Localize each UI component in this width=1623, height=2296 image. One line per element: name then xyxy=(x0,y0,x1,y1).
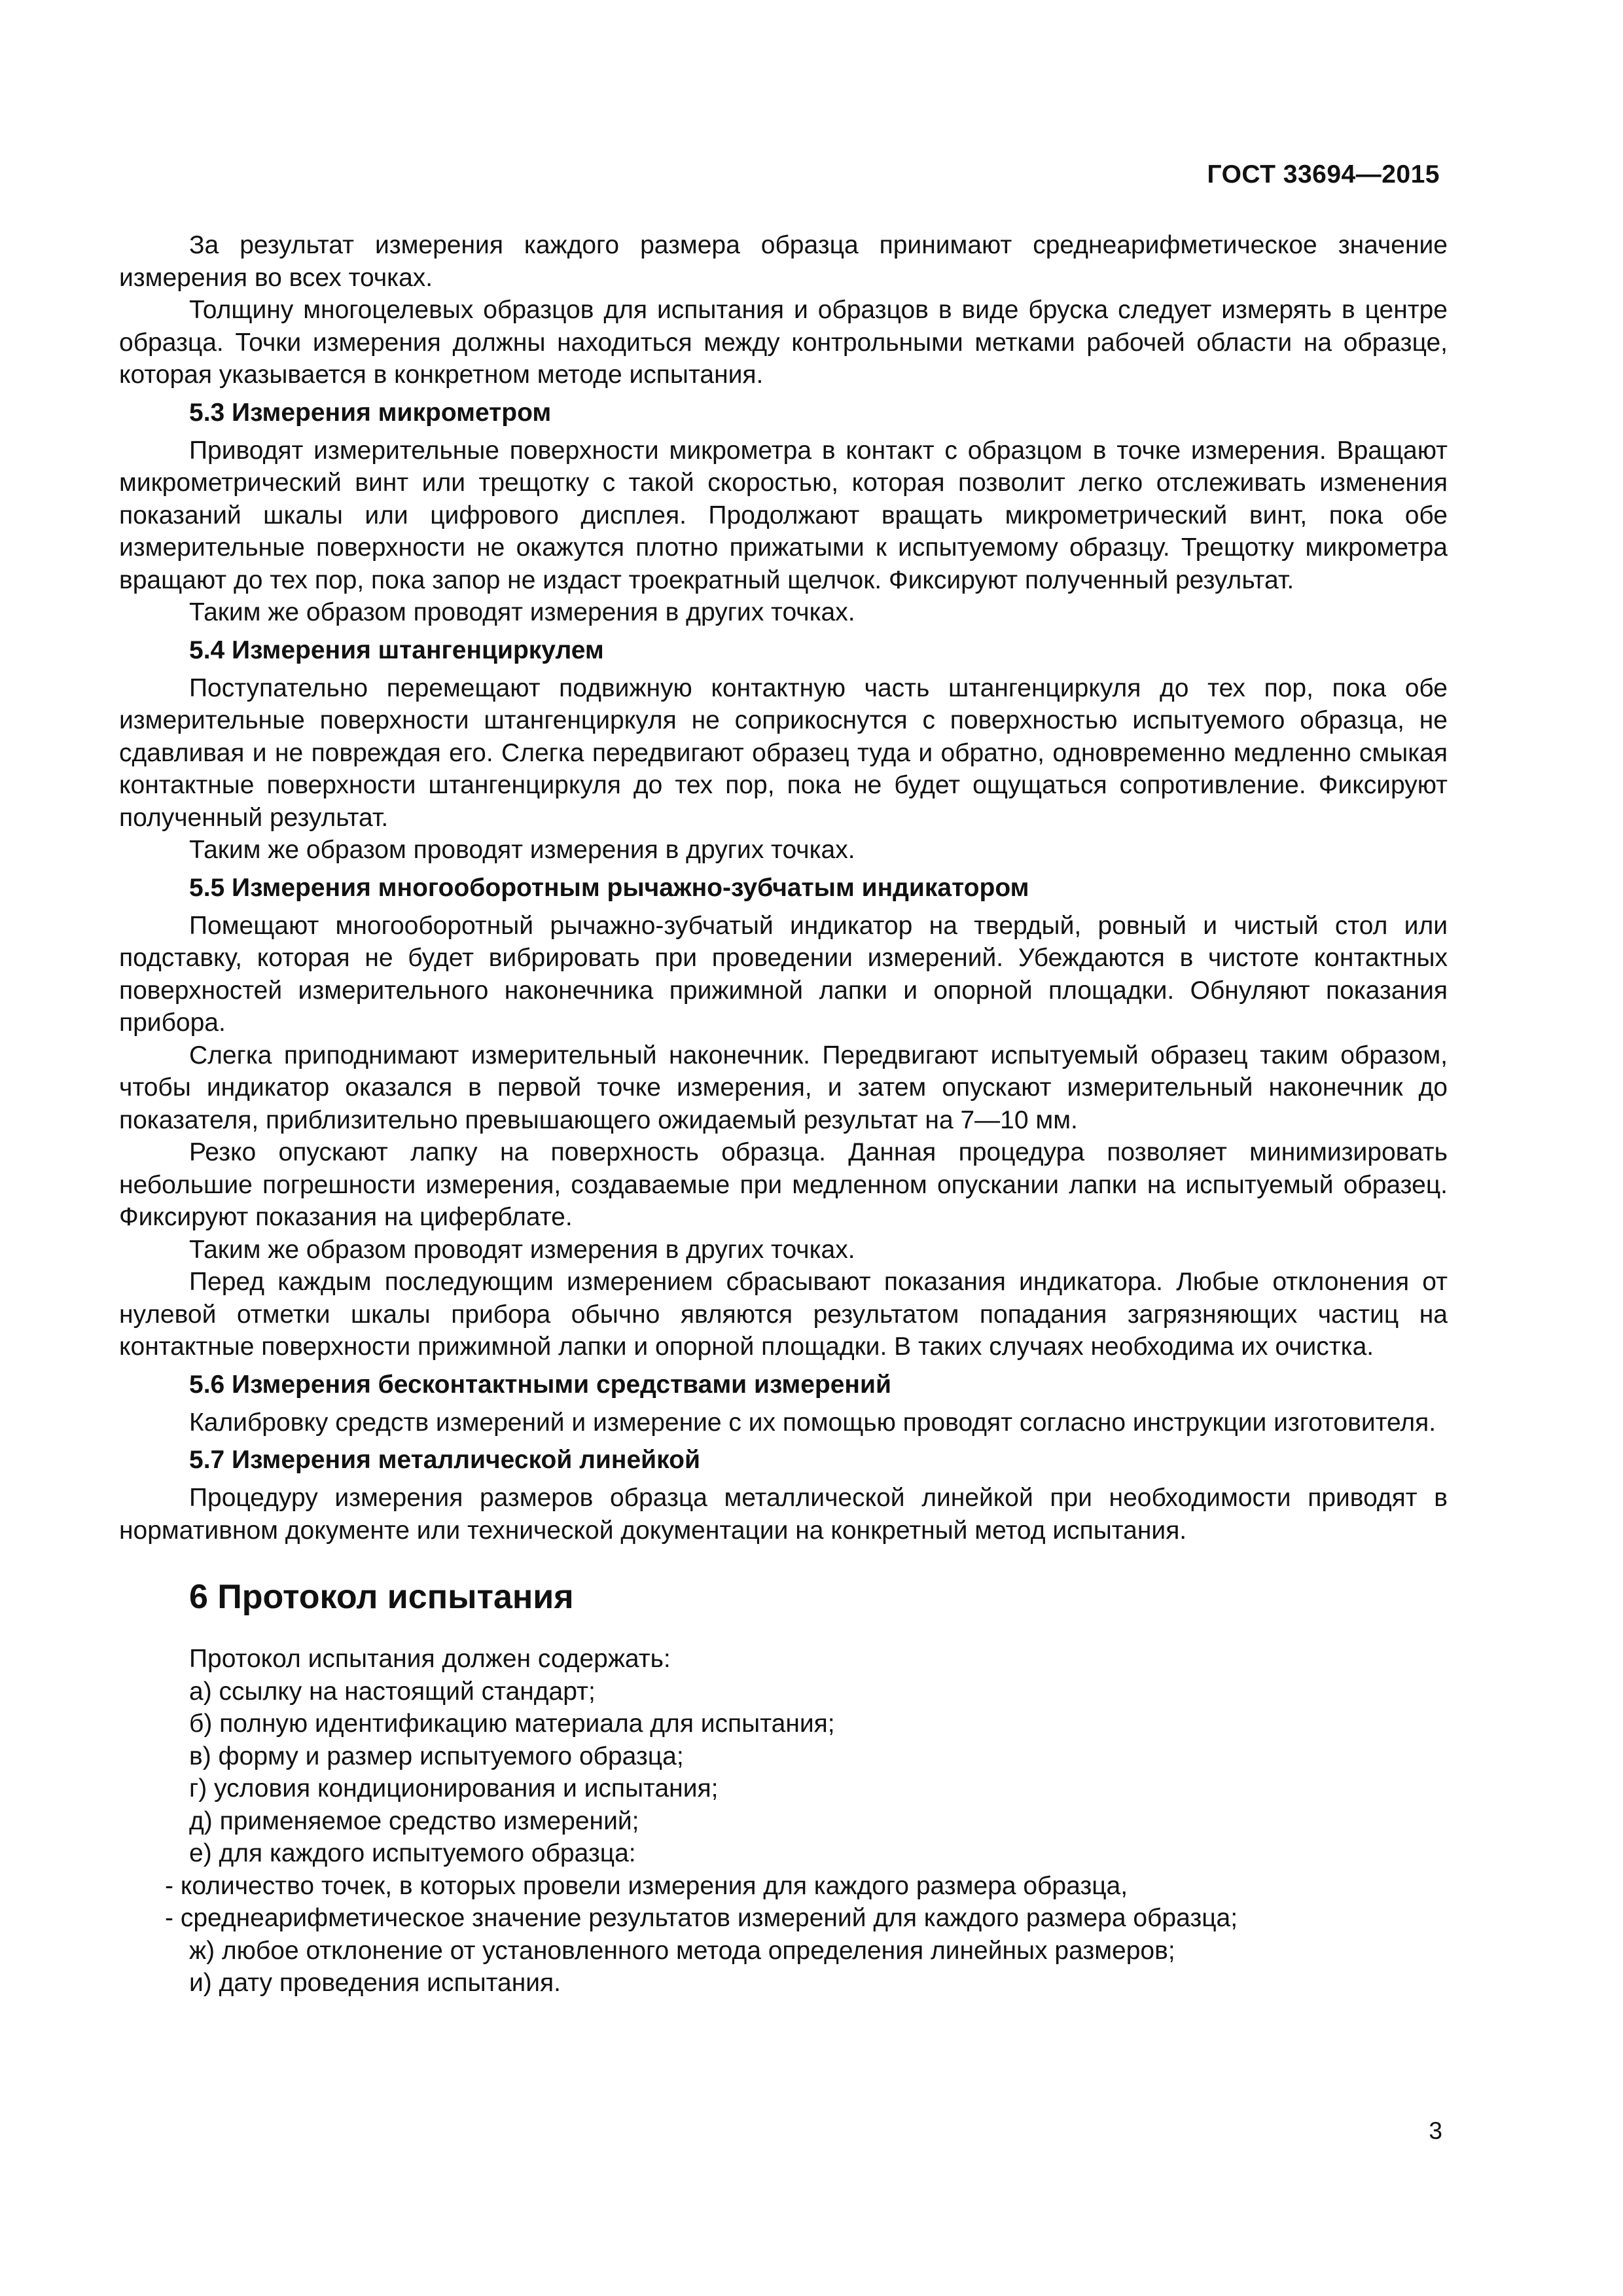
paragraph: Помещают многооборотный рычажно-зубчатый индикатор на твердый, ровный и чистый стол или подставку, которая не будет вибрировать при проведении измерений. Убеждаются в чистоте контактных поверхностей измерительного наконечника прижимной лапки и опорной площадки. Обнуляют показания прибора. xyxy=(119,911,1448,1037)
list-item: в) форму и размер испытуемого образца; xyxy=(189,1742,684,1770)
list-item: г) условия кондиционирования и испытания; xyxy=(189,1774,719,1803)
list-subitem: - количество точек, в которых провели измерения для каждого размера образца, xyxy=(165,1871,1128,1900)
protocol-list xyxy=(119,1676,1448,1870)
section-heading-5-3: 5.3 Измерения микрометром xyxy=(189,398,552,427)
list-subitem: - среднеарифметическое значение результатов измерений для каждого размера образца; xyxy=(165,1904,1238,1932)
list-intro: Протокол испытания должен содержать: xyxy=(189,1645,671,1673)
document-body xyxy=(119,229,1448,2000)
paragraph: Толщину многоцелевых образцов для испытания и образцов в виде бруска следует измерять в центре образца. Точки измерения должны находиться между контрольными метками рабочей области на образце, которая указывается в конкретном методе испытания. xyxy=(119,296,1448,389)
section-heading-5-5: 5.5 Измерения многооборотным рычажно-зубчатым индикатором xyxy=(189,873,1029,902)
list-item: и) дату проведения испытания. xyxy=(189,1969,561,1997)
paragraph: Калибровку средств измерений и измерение с их помощью проводят согласно инструкции изготовителя. xyxy=(189,1408,1436,1437)
paragraph: Таким же образом проводят измерения в других точках. xyxy=(189,836,855,864)
section-heading-5-6: 5.6 Измерения бесконтактными средствами измерений xyxy=(189,1370,891,1399)
page-number: 3 xyxy=(1429,2117,1442,2144)
list-item: б) полную идентификацию материала для испытания; xyxy=(189,1710,835,1738)
section-heading-5-4: 5.4 Измерения штангенциркулем xyxy=(189,636,604,664)
list-item: ж) любое отклонение от установленного метода определения линейных размеров; xyxy=(189,1936,1175,1965)
list-item: а) ссылку на настоящий стандарт; xyxy=(189,1677,596,1706)
paragraph: Таким же образом проводят измерения в других точках. xyxy=(189,598,855,626)
paragraph: Перед каждым последующим измерением сбрасывают показания индикатора. Любые отклонения от нулевой отметки шкалы прибора обычно являются результатом попадания загрязняющих частиц на контактные поверхности прижимной лапки и опорной площадки. В таких случаях необходима их очистка. xyxy=(119,1268,1448,1361)
list-item: е) для каждого испытуемого образца: xyxy=(189,1839,636,1867)
paragraph: Приводят измерительные поверхности микрометра в контакт с образцом в точке измерения. Вращают микрометрический винт или трещотку с такой скоростью, которая позволит легко отслеживать изменения показаний шкалы или цифрового дисплея. Продолжают вращать микрометрический винт, пока обе измерительные поверхности не окажутся плотно прижатыми к испытуемому образцу. Трещотку микрометра вращают до тех пор, пока запор не издаст троекратный щелчок. Фиксируют полученный результат. xyxy=(119,436,1448,594)
section-heading-6: 6 Протокол испытания xyxy=(189,1578,574,1616)
protocol-list-continued xyxy=(119,1935,1448,2000)
paragraph: Поступательно перемещают подвижную контактную часть штангенциркуля до тех пор, пока обе измерительные поверхности штангенциркуля не соприкоснутся с поверхностью испытуемого образца, не сдавливая и не повреждая его. Слегка передвигают образец туда и обратно, одновременно медленно смыкая контактные поверхности штангенциркуля до тех пор, пока не будет ощущаться сопротивление. Фиксируют полученный результат. xyxy=(119,673,1448,832)
paragraph: За результат измерения каждого размера образца принимают среднеарифметическое значение измерения во всех точках. xyxy=(119,231,1448,292)
document-code: ГОСТ 33694—2015 xyxy=(1207,160,1440,188)
protocol-sublist xyxy=(119,1870,1448,1935)
section-heading-5-7: 5.7 Измерения металлической линейкой xyxy=(189,1446,700,1474)
list-item: д) применяемое средство измерений; xyxy=(189,1806,639,1835)
paragraph: Резко опускают лапку на поверхность образца. Данная процедура позволяет минимизировать небольшие погрешности измерения, создаваемые при медленном опускании лапки на испытуемый образец. Фиксируют показания на циферблате. xyxy=(119,1138,1448,1231)
paragraph: Слегка приподнимают измерительный наконечник. Передвигают испытуемый образец таким образом, чтобы индикатор оказался в первой точке измерения, и затем опускают измерительный наконечник до показателя, приблизительно превышающего ожидаемый результат на 7—10 мм. xyxy=(119,1041,1448,1134)
paragraph: Таким же образом проводят измерения в других точках. xyxy=(189,1235,855,1264)
paragraph: Процедуру измерения размеров образца металлической линейкой при необходимости приводят в нормативном документе или технической документации на конкретный метод испытания. xyxy=(119,1484,1448,1545)
